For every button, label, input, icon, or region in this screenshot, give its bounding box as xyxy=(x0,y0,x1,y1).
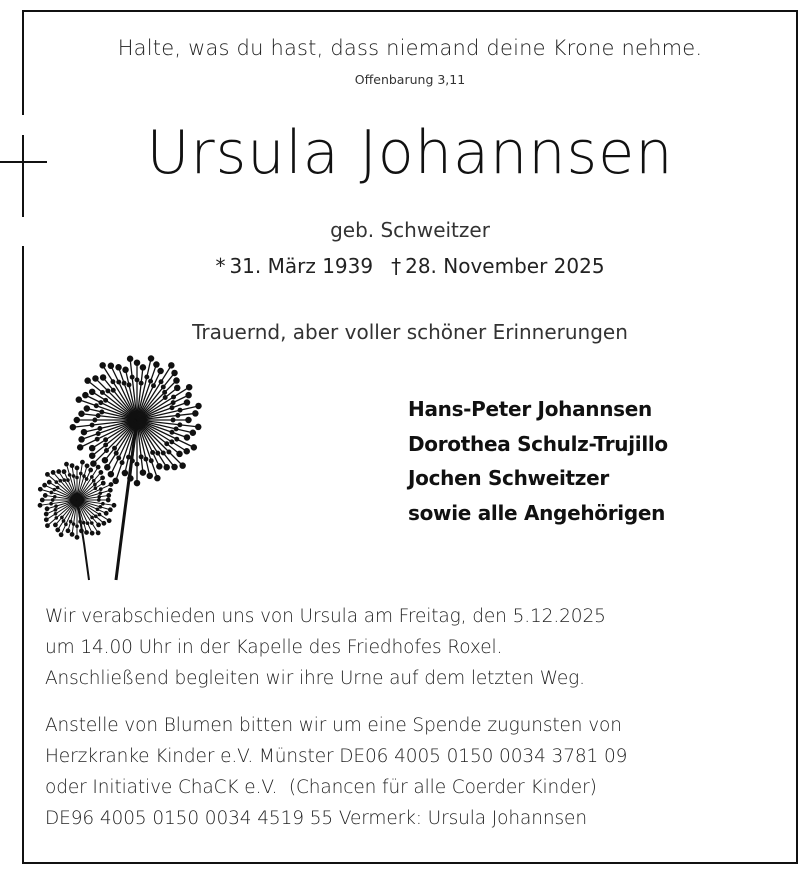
frame-border-bottom xyxy=(22,862,798,864)
donation-info-line: DE96 4005 0150 0034 4519 55 Vermerk: Ursula Johannsen xyxy=(45,808,587,829)
donation-info-line: oder Initiative ChaCK e.V. (Chancen für alle Coerder Kinder) xyxy=(45,777,597,798)
birth-date: 31. März 1939 xyxy=(229,254,374,278)
mourner-name: Jochen Schweitzer xyxy=(408,466,609,490)
mourning-line: Trauernd, aber voller schöner Erinnerungen xyxy=(192,320,628,344)
mourners-list xyxy=(408,392,668,530)
mourner-relatives: sowie alle Angehörigen xyxy=(408,500,666,525)
frame-border-left-upper xyxy=(22,10,24,115)
death-dagger-icon: † xyxy=(391,254,402,278)
life-dates xyxy=(24,254,796,278)
service-info-line: Anschließend begleiten wir ihre Urne auf dem letzten Weg. xyxy=(45,668,585,689)
donation-info-line: Anstelle von Blumen bitten wir um eine Spende zugunsten von xyxy=(45,715,622,736)
bible-verse: Halte, was du hast, dass niemand deine Krone nehme. xyxy=(117,36,703,60)
birth-star-icon: * xyxy=(215,254,226,278)
death-date: 28. November 2025 xyxy=(405,254,605,278)
service-info xyxy=(45,601,785,694)
mourner-name: Dorothea Schulz-Trujillo xyxy=(408,431,668,456)
verse-reference: Offenbarung 3,11 xyxy=(354,72,466,87)
mourner-name: Hans-Peter Johannsen xyxy=(408,397,652,421)
deceased-name: Ursula Johannsen xyxy=(146,118,674,188)
dandelion-illustration xyxy=(34,350,214,582)
donation-info-line: Herzkranke Kinder e.V. Münster DE06 4005 0150 0034 3781 09 xyxy=(45,746,628,767)
cross-icon-vertical xyxy=(22,135,24,217)
frame-border-top xyxy=(22,10,798,12)
maiden-name: geb. Schweitzer xyxy=(330,218,490,242)
service-info-line: Wir verabschieden uns von Ursula am Freitag, den 5.12.2025 xyxy=(45,606,606,627)
frame-border-right xyxy=(796,10,798,864)
service-info-line: um 14.00 Uhr in der Kapelle des Friedhofes Roxel. xyxy=(45,637,503,658)
donation-info xyxy=(45,710,785,834)
